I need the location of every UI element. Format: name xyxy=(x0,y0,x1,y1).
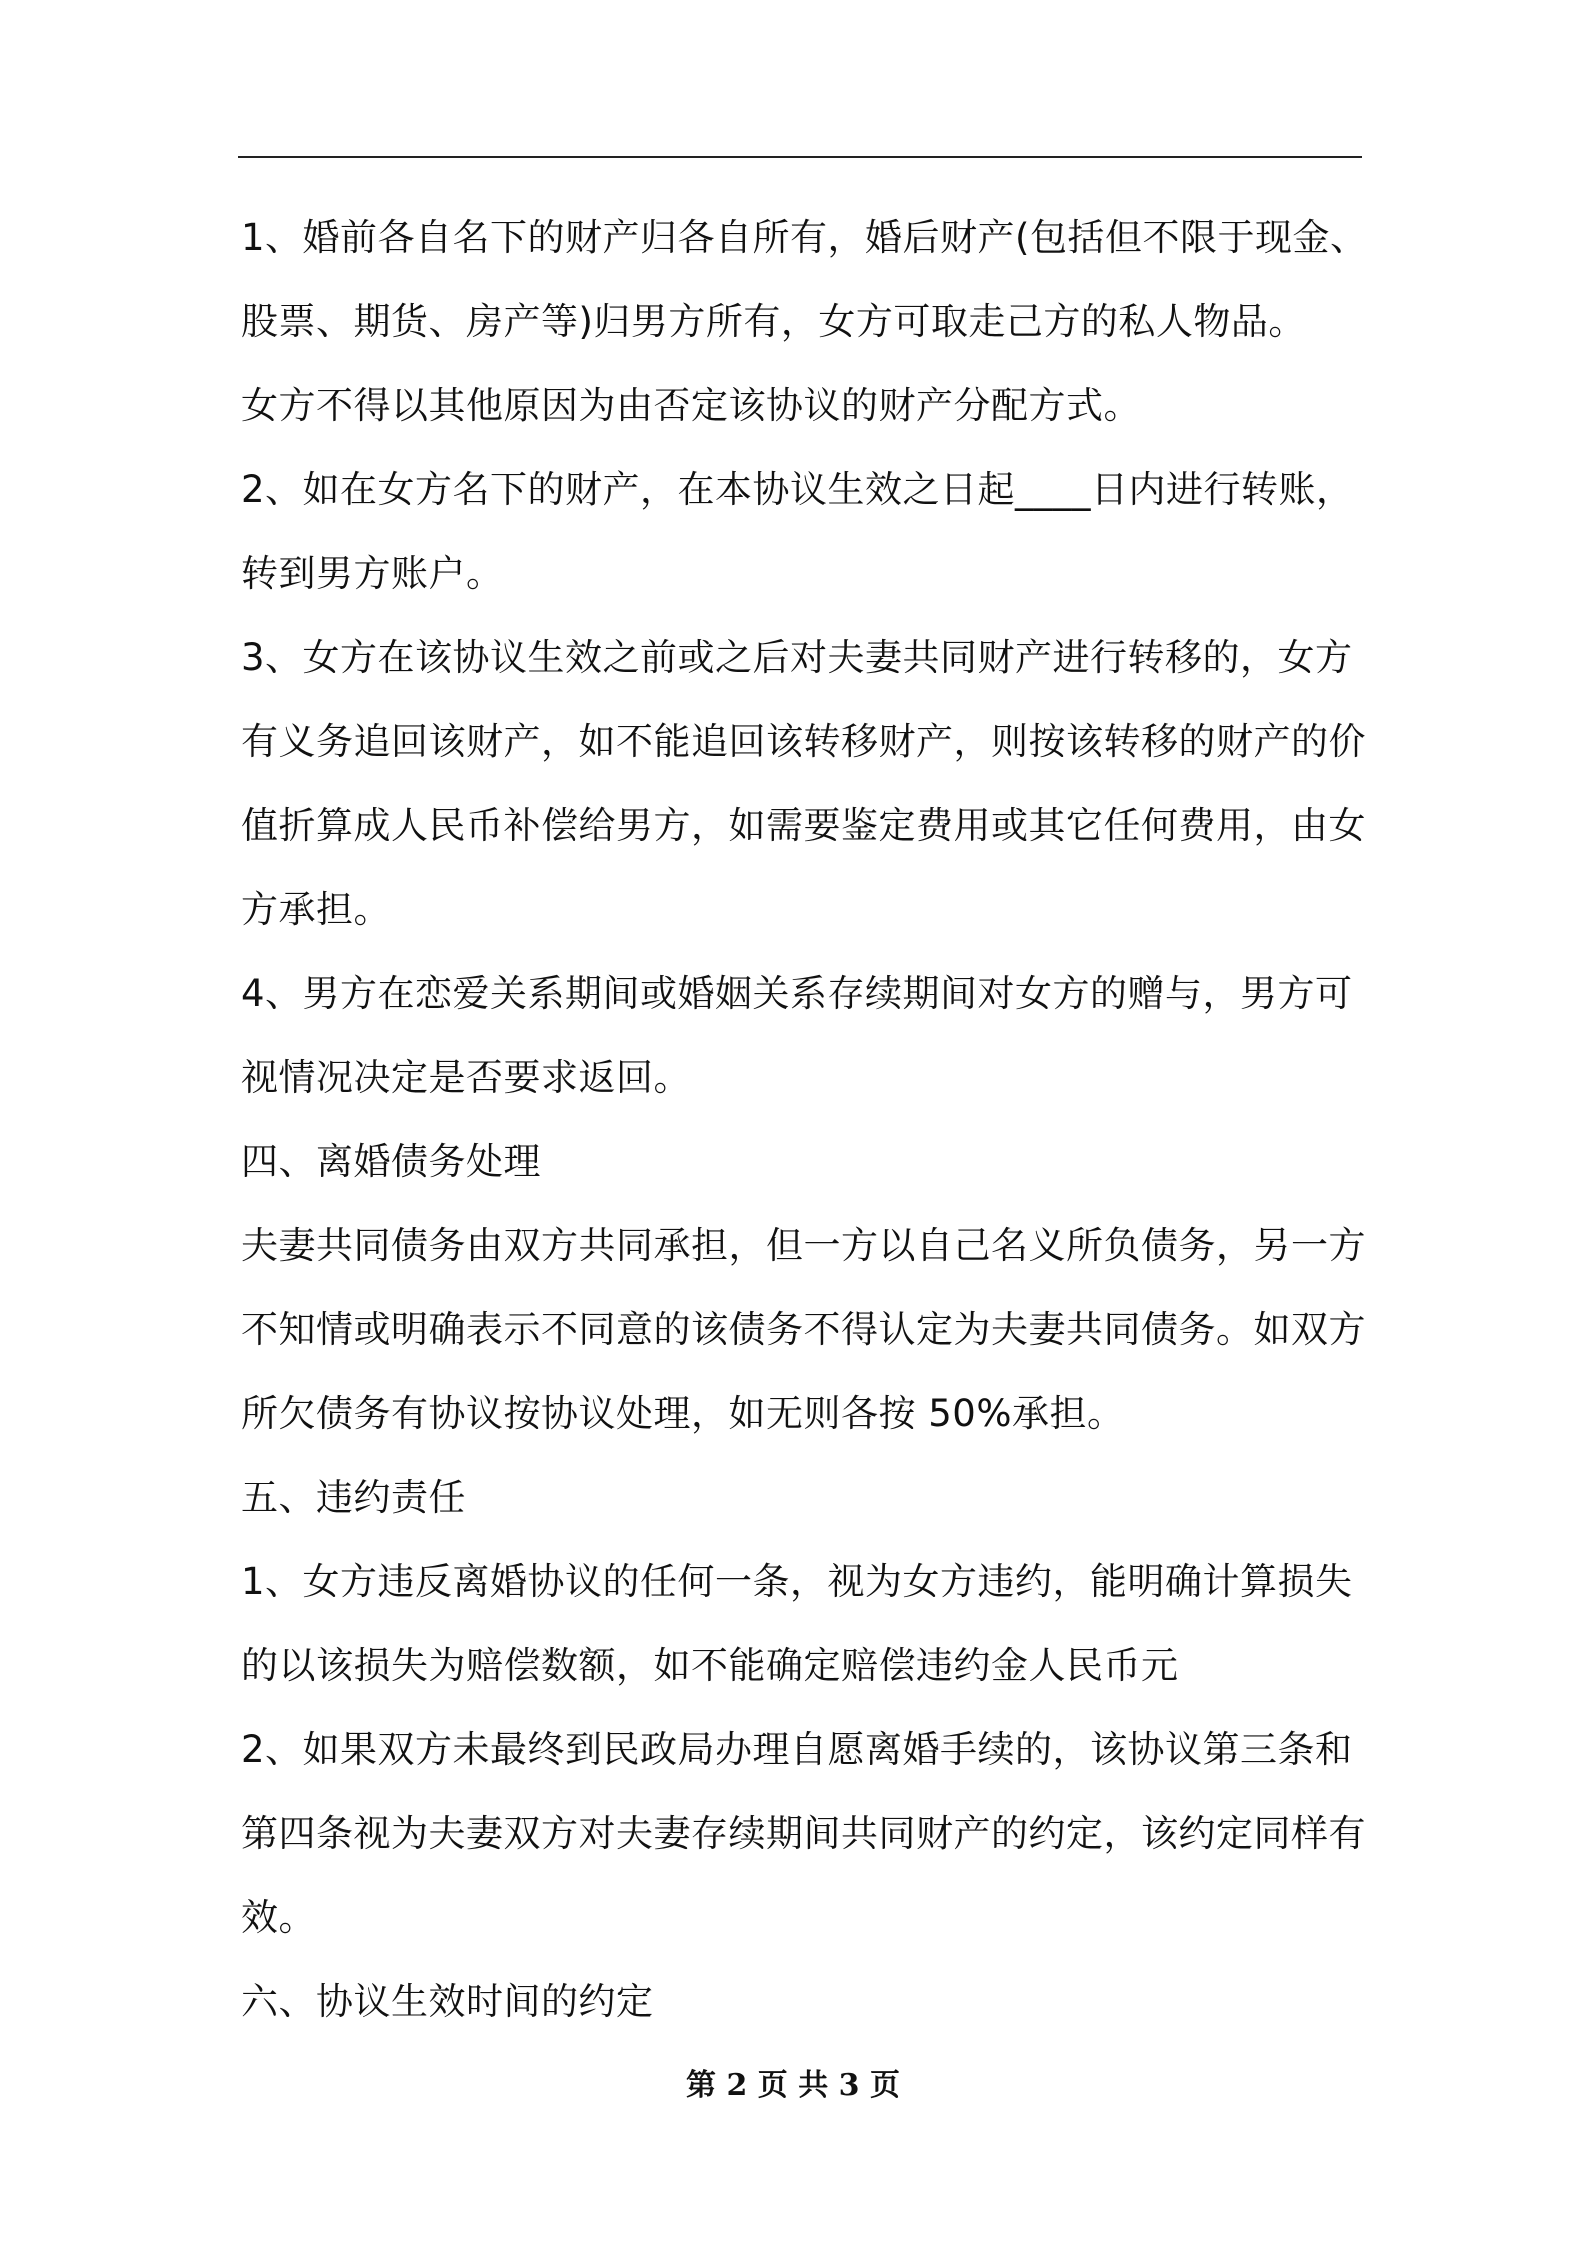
text-line: 效。 xyxy=(241,1896,316,1939)
text-line: 女方不得以其他原因为由否定该协议的财产分配方式。 xyxy=(241,384,1141,427)
text-line: 4、男方在恋爱关系期间或婚姻关系存续期间对女方的赠与，男方可 xyxy=(241,972,1353,1015)
text-line: 1、女方违反离婚协议的任何一条，视为女方违约，能明确计算损失 xyxy=(241,1560,1353,1603)
section-heading: 四、离婚债务处理 xyxy=(241,1140,541,1183)
text-line: 2、如果双方未最终到民政局办理自愿离婚手续的，该协议第三条和 xyxy=(241,1728,1353,1771)
header-rule xyxy=(238,156,1362,158)
document-body xyxy=(241,196,1366,2044)
text-line: 所欠债务有协议按协议处理，如无则各按 50%承担。 xyxy=(241,1392,1125,1435)
text-line: 方承担。 xyxy=(241,888,391,931)
text-line: 2、如在女方名下的财产，在本协议生效之日起____日内进行转账， xyxy=(241,468,1354,511)
text-line: 3、女方在该协议生效之前或之后对夫妻共同财产进行转移的，女方 xyxy=(241,636,1353,679)
text-line: 第四条视为夫妻双方对夫妻存续期间共同财产的约定，该约定同样有 xyxy=(241,1812,1366,1855)
text-line: 夫妻共同债务由双方共同承担，但一方以自己名义所负债务，另一方 xyxy=(241,1224,1366,1267)
page-number: 第 2 页 共 3 页 xyxy=(686,2068,900,2103)
section-heading: 六、协议生效时间的约定 xyxy=(241,1980,654,2023)
section-heading: 五、违约责任 xyxy=(241,1476,466,1519)
text-line: 股票、期货、房产等)归男方所有，女方可取走己方的私人物品。 xyxy=(241,300,1306,343)
text-line: 不知情或明确表示不同意的该债务不得认定为夫妻共同债务。如双方 xyxy=(241,1308,1366,1351)
text-line: 视情况决定是否要求返回。 xyxy=(241,1056,691,1099)
text-line: 的以该损失为赔偿数额，如不能确定赔偿违约金人民币元 xyxy=(241,1644,1179,1687)
text-line: 转到男方账户。 xyxy=(241,552,504,595)
text-line: 有义务追回该财产，如不能追回该转移财产，则按该转移的财产的价 xyxy=(241,720,1366,763)
text-line: 1、婚前各自名下的财产归各自所有，婚后财产(包括但不限于现金、 xyxy=(241,216,1368,259)
text-line: 值折算成人民币补偿给男方，如需要鉴定费用或其它任何费用，由女 xyxy=(241,804,1366,847)
